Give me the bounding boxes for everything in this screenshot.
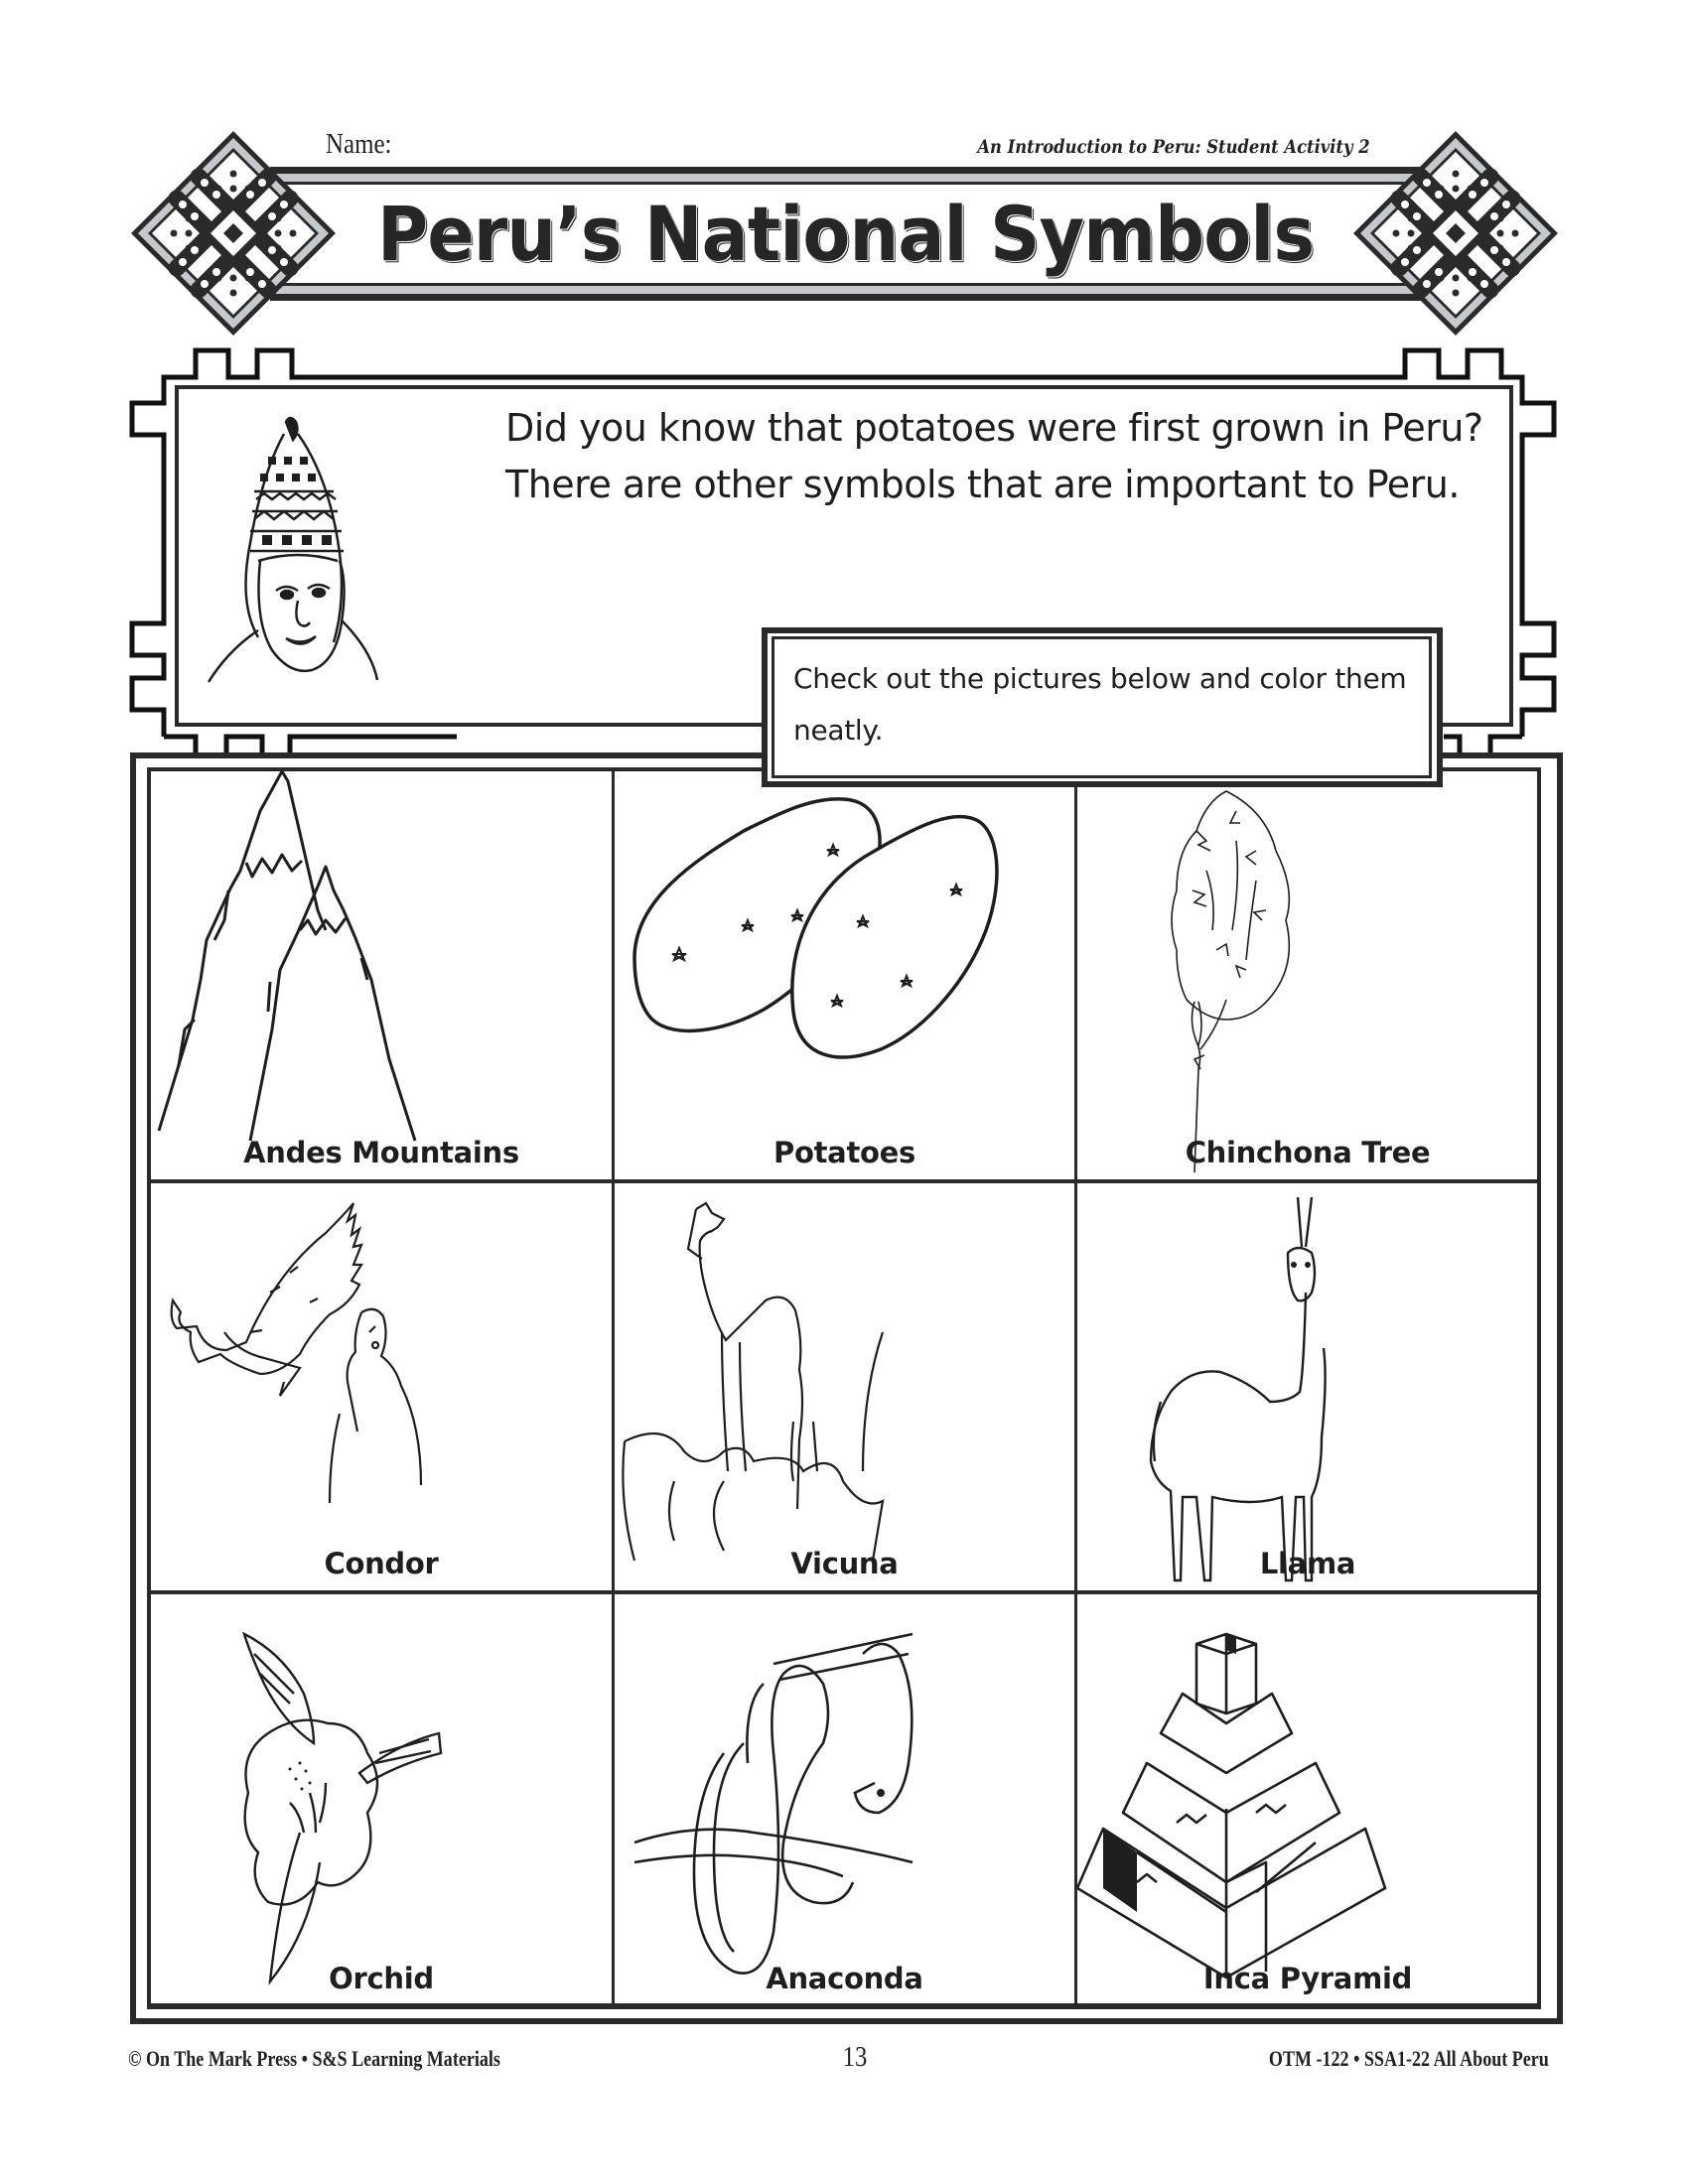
- symbol-cell-inca-pyramid: [1077, 1594, 1538, 2005]
- footer-product-code-text: OTM -122 • SSA1-22 All About Peru: [1269, 2046, 1549, 2071]
- peruvian-child-illustration: [199, 412, 457, 685]
- activity-subtitle: [866, 134, 1370, 160]
- footer-product-code: [1152, 2045, 1549, 2073]
- instruction-text: Check out the pictures below and color them neatly.: [793, 662, 1407, 747]
- orchid-illustration-icon: [151, 1594, 612, 2005]
- name-label: Name:: [326, 128, 392, 160]
- page-title: [270, 185, 1422, 283]
- intro-paragraph-1: Did you know that potatoes were first grown in Peru?: [505, 406, 1483, 450]
- instruction-callout: [762, 627, 1443, 787]
- symbol-cell-condor: [151, 1183, 612, 1590]
- symbol-label: Orchid: [329, 1962, 434, 1995]
- symbol-label: Andes Mountains: [243, 1136, 519, 1169]
- symbol-label: Anaconda: [766, 1962, 923, 1995]
- symbol-cell-andes-mountains: [151, 771, 612, 1179]
- potatoes-illustration-icon: [615, 771, 1074, 1179]
- activity-subtitle-text: An Introduction to Peru: Student Activity 2: [977, 136, 1370, 158]
- condor-illustration-icon: [151, 1183, 612, 1590]
- symbol-label: Chinchona Tree: [1185, 1136, 1431, 1169]
- vicuna-illustration-icon: [615, 1183, 1074, 1590]
- intro-text: [505, 400, 1508, 513]
- pyramid-illustration-icon: [1077, 1594, 1538, 2005]
- symbol-label: Condor: [324, 1547, 439, 1580]
- symbol-cell-potatoes: [615, 771, 1074, 1179]
- symbol-label: Potatoes: [773, 1136, 915, 1169]
- page-title-text: Peru’s National Symbols: [377, 190, 1315, 278]
- page-number: 13: [842, 2041, 868, 2073]
- symbol-label: Inca Pyramid: [1202, 1962, 1413, 1995]
- symbol-label: Vicuna: [790, 1547, 899, 1580]
- right-diamond-motif-icon: [1351, 129, 1560, 338]
- symbol-cell-chinchona-tree: [1077, 771, 1538, 1179]
- mountains-illustration-icon: [151, 771, 612, 1179]
- intro-paragraph-2: There are other symbols that are important to Peru.: [505, 463, 1460, 506]
- symbol-cell-orchid: [151, 1594, 612, 2005]
- footer-copyright: © On The Mark Press • S&S Learning Materials: [128, 2046, 500, 2071]
- symbol-cell-anaconda: [615, 1594, 1074, 2005]
- llama-illustration-icon: [1077, 1183, 1538, 1590]
- symbol-cell-llama: [1077, 1183, 1538, 1590]
- anaconda-illustration-icon: [615, 1594, 1074, 2005]
- tree-illustration-icon: [1077, 771, 1538, 1179]
- symbol-label: Llama: [1259, 1547, 1356, 1580]
- left-diamond-motif-icon: [129, 129, 338, 338]
- symbol-cell-vicuna: [615, 1183, 1074, 1590]
